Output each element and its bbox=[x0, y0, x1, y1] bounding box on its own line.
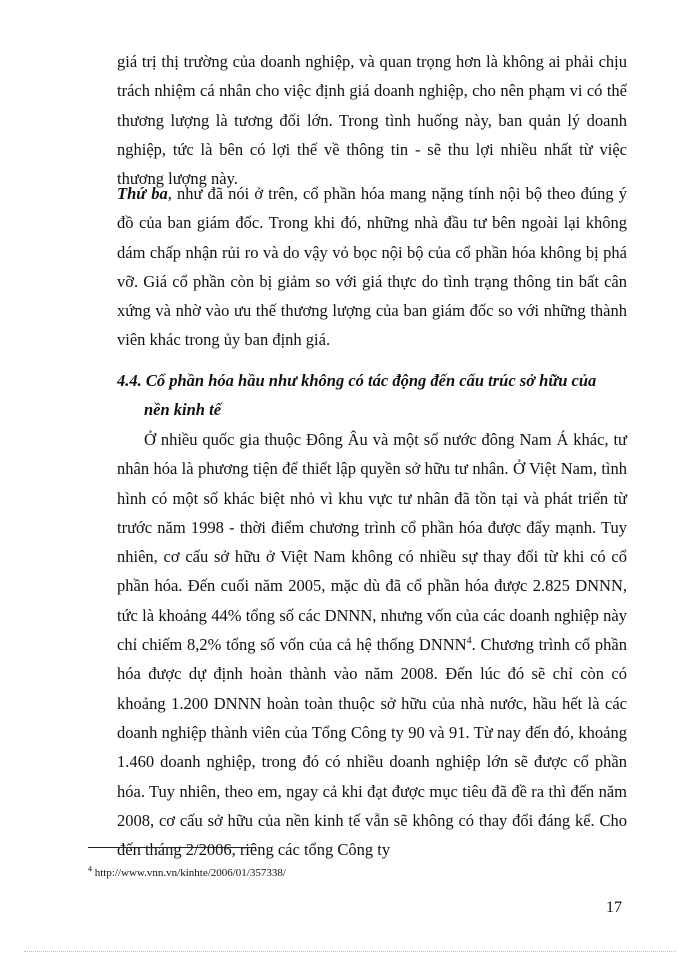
paragraph-2 bbox=[117, 179, 627, 355]
paragraph-3-part-2: . Chương trình cổ phần hóa được dự định hoàn thành vào năm 2008. Đến lúc đó sẽ chỉ còn có khoảng 1.200 DNNN hoàn toàn thuộc sở hữu của nhà nước, hầu hết là các doanh nghiệp thành viên của Tổng Công ty 90 và 91. Từ nay đến đó, khoảng 1.460 doanh nghiệp, trong đó có nhiều doanh nghiệp lớn sẽ được cổ phần hóa. Tuy nhiên, theo em, ngay cả khi đạt được mục tiêu đã đề ra thì đến năm 2008, cơ cấu sở hữu của nền kinh tế vẫn sẽ không có thay đổi đáng kể. Cho đến tháng 2/2006, riêng các tổng Công ty bbox=[117, 635, 628, 860]
paragraph-1-text: giá trị thị trường của doanh nghiệp, và quan trọng hơn là không ai phải chịu trách nhiệm cá nhân cho việc định giá doanh nghiệp, cho nên phạm vi có thể thương lượng là tương đối lớn. Trong tình huống này, ban quản lý doanh nghiệp, tức là bên có lợi thế về thông tin - sẽ thu lợi nhiều nhất từ việc thương lượng này. bbox=[117, 52, 627, 189]
section-heading bbox=[117, 366, 627, 424]
paragraph-3-part-1: Ở nhiều quốc gia thuộc Đông Âu và một số nước đông Nam Á khác, tư nhân hóa là phương tiện để thiết lập quyền sở hữu tư nhân. Ở Việt Nam, tình hình có một số khác biệt nhỏ vì khu vực tư nhân đã tồn tại và phát triển từ trước năm 1998 - thời điểm chương trình cổ phần hóa được đẩy mạnh. Tuy nhiên, cơ cấu sở hữu ở Việt Nam không có nhiều sự thay đổi từ khi có cổ phần hóa. Đến cuối năm 2005, mặc dù đã cổ phần hóa được 2.825 DNNN, tức là khoảng 44% tổng số các DNNN, nhưng vốn của các doanh nghiệp này chỉ chiếm 8,2% tổng số vốn của cả hệ thống DNNN bbox=[117, 430, 627, 655]
section-heading-line-2: nền kinh tế bbox=[144, 400, 222, 419]
paragraph-3-text bbox=[117, 425, 627, 864]
paragraph-3 bbox=[117, 425, 627, 864]
footnote-reference[interactable]: 4 bbox=[466, 635, 472, 647]
paragraph-2-body: , như đã nói ở trên, cổ phần hóa mang nặng tính nội bộ theo đúng ý đồ của ban giám đốc. Trong khi đó, những nhà đầu tư bên ngoài lại không dám chấp nhận rủi ro và do vậy vỏ bọc nội bộ của cổ phần hóa không bị phá vỡ. Giá cổ phần còn bị giảm so với giá thực do tình trạng thông tin bất cân xứng và nhờ vào ưu thế thương lượng của ban giám đốc so với những thành viên khác trong ủy ban định giá. bbox=[117, 184, 627, 350]
footnote bbox=[88, 866, 286, 880]
footnote-number: 4 bbox=[88, 864, 92, 874]
paragraph-2-text bbox=[117, 179, 627, 355]
page-bottom-border bbox=[24, 951, 676, 952]
page-number: 17 bbox=[606, 899, 622, 916]
footnote-separator bbox=[88, 847, 256, 848]
paragraph-2-lead: Thứ ba bbox=[117, 184, 168, 203]
footnote-link[interactable]: http://www.vnn.vn/kinhte/2006/01/357338/ bbox=[92, 867, 286, 879]
paragraph-1 bbox=[117, 47, 627, 193]
section-heading-line-1: 4.4. Cổ phần hóa hầu như không có tác động đến cấu trúc sở hữu của bbox=[117, 371, 597, 390]
